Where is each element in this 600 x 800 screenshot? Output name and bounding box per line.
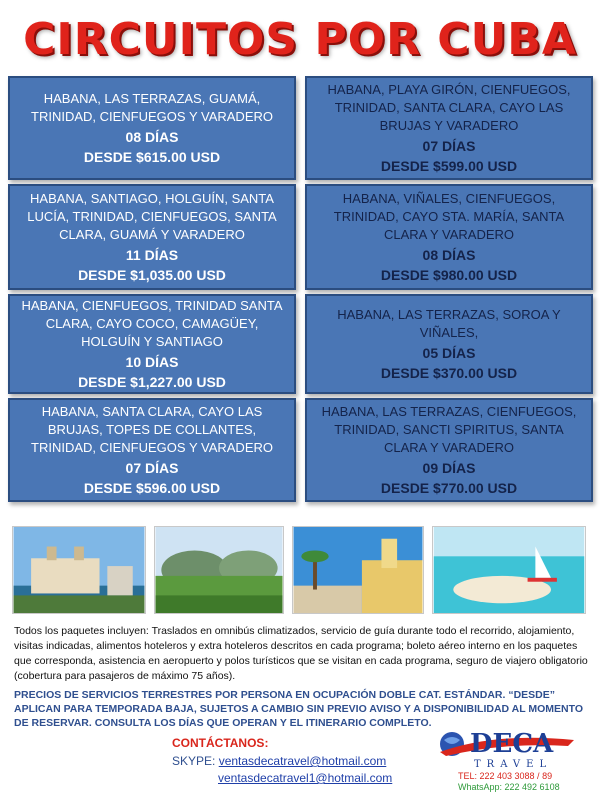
package-card[interactable]	[305, 76, 593, 180]
package-price: DESDE $615.00 USD	[83, 148, 221, 165]
hotel-nacional-photo	[12, 526, 146, 614]
package-price: DESDE $770.00 USD	[380, 479, 518, 496]
package-card[interactable]	[305, 398, 593, 502]
package-route: HABANA, LAS TERRAZAS, SOROA Y VIÑALES,	[337, 306, 561, 340]
photo-strip	[12, 526, 586, 614]
package-card[interactable]	[8, 294, 296, 394]
email-link-1[interactable]: ventasdecatravel@hotmail.com	[218, 754, 387, 768]
package-price: DESDE $980.00 USD	[380, 266, 518, 283]
package-days: 09 DÍAS	[422, 459, 476, 476]
package-price: DESDE $1,035.00 USD	[78, 266, 226, 283]
includes-text: Todos los paquetes incluyen: Traslados en omnibús climatizados, servicio de guía durante todo el recorrido, alojamiento, visitas indicadas, alimentos hoteleros y extra hoteleros descritos en cada programa; boleto aéreo interno en los paquetes que corresponda, asistencia en aeropuerto y polos turísticos que se visitan en cada programa, seguro de viajero obligatorio (cobertura para pasajeros de máximo 75 años).	[14, 625, 588, 682]
package-days: 05 DÍAS	[422, 344, 476, 361]
contact-title: CONTÁCTANOS:	[172, 736, 269, 750]
package-route: HABANA, PLAYA GIRÓN, CIENFUEGOS, TRINIDAD, SANTA CLARA, CAYO LAS BRUJAS Y VARADERO	[327, 81, 571, 133]
package-card[interactable]	[305, 184, 593, 290]
package-days: 08 DÍAS	[422, 246, 476, 263]
package-card[interactable]	[8, 76, 296, 180]
package-card[interactable]	[305, 294, 593, 394]
page-title: CIRCUITOS POR CUBA	[23, 14, 577, 65]
phone-number: TEL: 222 403 3088 / 89	[458, 771, 553, 781]
skype-label: SKYPE:	[172, 754, 216, 768]
package-route: HABANA, SANTA CLARA, CAYO LAS BRUJAS, TOPES DE COLLANTES, TRINIDAD, CIENFUEGOS Y VARADERO	[31, 403, 273, 455]
terms-notes: PRECIOS DE SERVICIOS TERRESTRES POR PERSONA EN OCUPACIÓN DOBLE CAT. ESTÁNDAR. “DESDE” APLICAN PARA TEMPORADA BAJA, SUJETOS A CAMBIO SIN PREVIO AVISO Y A DISPONIBILIDAD AL MOMENTO DE RESERVAR. CONSULTA LOS DÍAS QUE OPERAN Y EL ITINERARIO COMPLETO.	[14, 689, 583, 729]
package-route: HABANA, CIENFUEGOS, TRINIDAD SANTA CLARA, CAYO COCO, CAMAGÜEY, HOLGUÍN Y SANTIAGO	[21, 297, 283, 349]
package-days: 10 DÍAS	[125, 353, 179, 370]
package-card[interactable]	[8, 398, 296, 502]
package-price: DESDE $370.00 USD	[380, 364, 518, 381]
beach-catamaran-photo	[432, 526, 586, 614]
package-days: 07 DÍAS	[125, 459, 179, 476]
package-days: 11 DÍAS	[125, 246, 179, 263]
brand-name: DECA	[470, 729, 554, 759]
package-card[interactable]	[8, 184, 296, 290]
package-route: HABANA, VIÑALES, CIENFUEGOS, TRINIDAD, CAYO STA. MARÍA, SANTA CLARA Y VARADERO	[333, 190, 565, 242]
package-route: HABANA, SANTIAGO, HOLGUÍN, SANTA LUCÍA, TRINIDAD, CIENFUEGOS, SANTA CLARA, GUAMÁ Y VARADERO	[27, 190, 277, 242]
email-link-2[interactable]: ventasdecatravel1@hotmail.com	[218, 771, 393, 785]
skype-contact	[172, 754, 386, 768]
vinales-valley-photo	[154, 526, 284, 614]
package-route: HABANA, LAS TERRAZAS, GUAMÁ, TRINIDAD, CIENFUEGOS Y VARADERO	[31, 90, 273, 124]
package-days: 07 DÍAS	[422, 137, 476, 154]
package-price: DESDE $596.00 USD	[83, 479, 221, 496]
package-route: HABANA, LAS TERRAZAS, CIENFUEGOS, TRINIDAD, SANCTI SPIRITUS, SANTA CLARA Y VARADERO	[321, 403, 577, 455]
package-days: 08 DÍAS	[125, 128, 179, 145]
whatsapp-number: WhatsApp: 222 492 6108	[458, 782, 560, 792]
package-price: DESDE $1,227.00 USD	[78, 373, 226, 390]
package-price: DESDE $599.00 USD	[380, 157, 518, 174]
trinidad-plaza-photo	[292, 526, 424, 614]
brand-sub: TRAVEL	[474, 759, 553, 770]
